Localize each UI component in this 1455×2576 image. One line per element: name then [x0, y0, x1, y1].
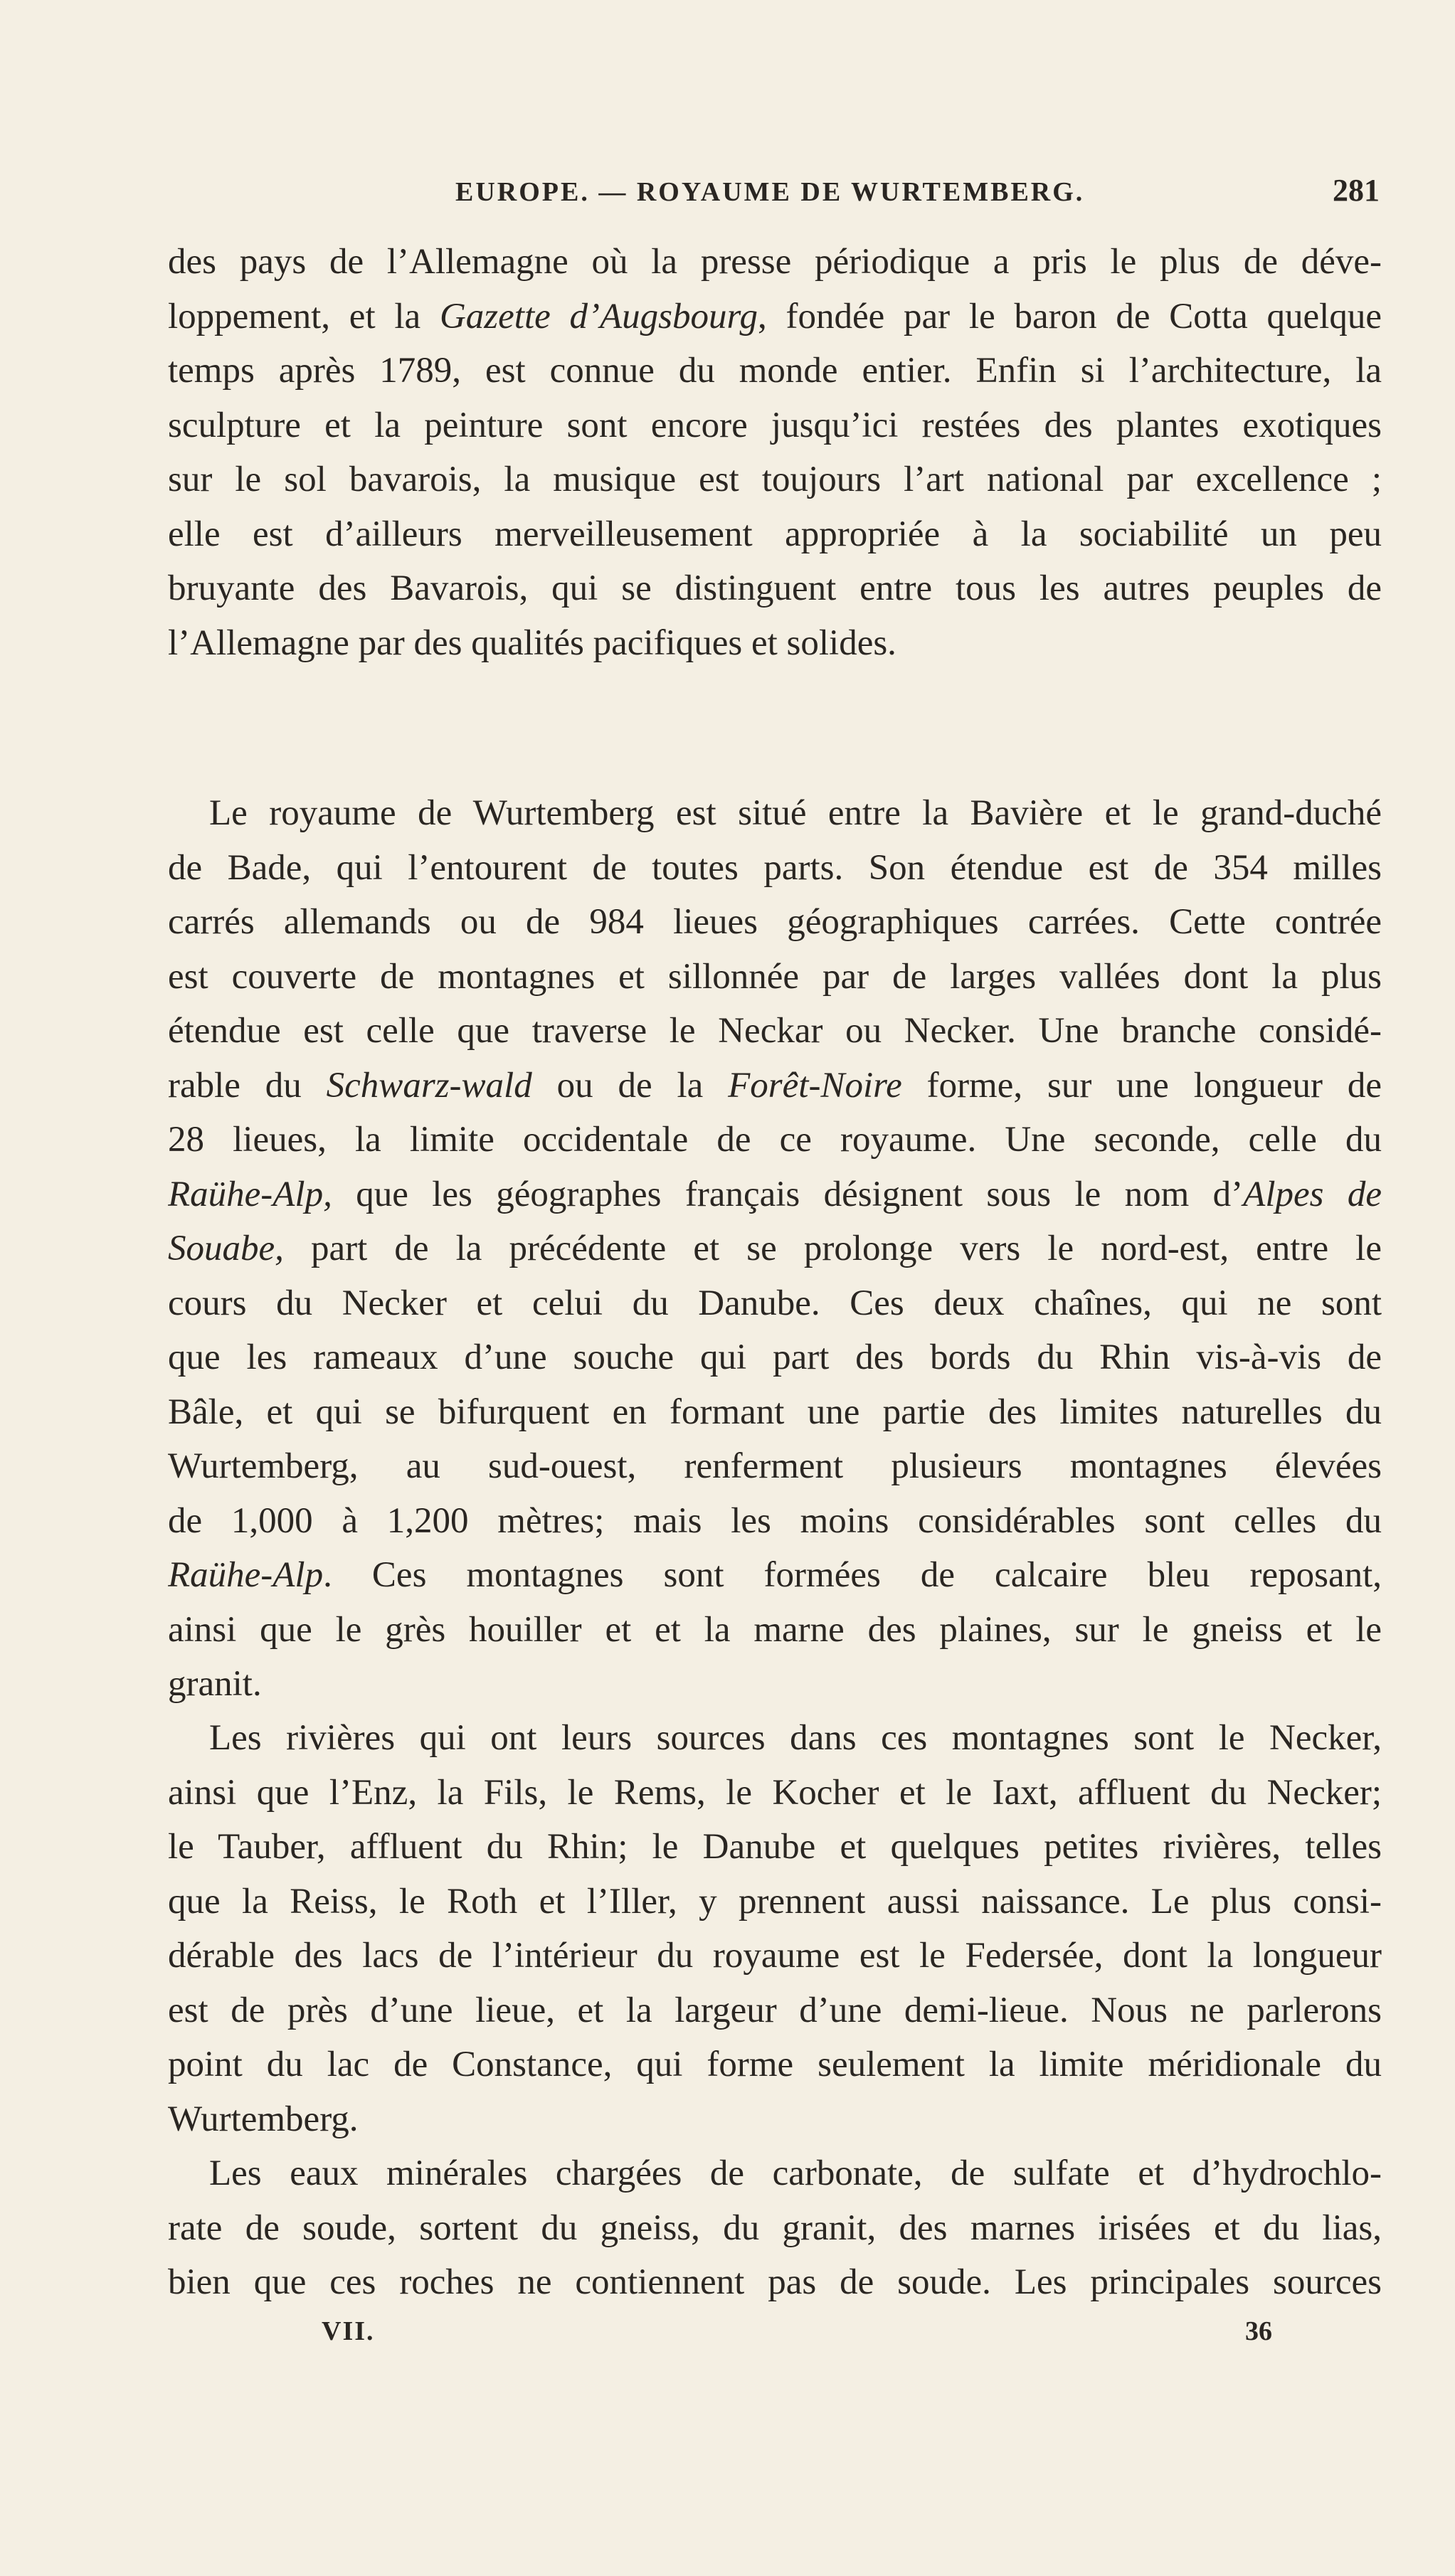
text-line: dérable des lacs de l’intérieur du royaume est le Federsée, dont la longueur [168, 1936, 1382, 1976]
text-line: cours du Necker et celui du Danube. Ces deux chaînes, qui ne sont [168, 1283, 1382, 1323]
text-line: carrés allemands ou de 984 lieues géographiques carrées. Cette contrée [168, 902, 1382, 942]
text-line: bruyante des Bavarois, qui se distinguent entre tous les autres peuples de [168, 568, 1382, 608]
text-line: Les eaux minérales chargées de carbonate, de sulfate et d’hydrochlo- [209, 2153, 1382, 2193]
running-title: EUROPE. — ROYAUME DE WURTEMBERG. [455, 177, 1085, 207]
text-line: est couverte de montagnes et sillonnée par de larges vallées dont la plus [168, 956, 1382, 997]
paragraph-1 [168, 235, 1382, 670]
text-line: rate de soude, sortent du gneiss, du granit, des marnes irisées et du lias, [168, 2207, 1382, 2248]
text-line [168, 1059, 1382, 1113]
text-line [168, 1167, 1382, 1222]
text-line: Bâle, et qui se bifurquent en formant une partie des limites naturelles du [168, 1392, 1382, 1432]
italic-place-name: Forêt-Noire [728, 1065, 902, 1106]
text-line: bien que ces roches ne contiennent pas de soude. Les principales sources [168, 2262, 1382, 2302]
signature-mark: 36 [1245, 2316, 1272, 2346]
italic-title: Gazette d’Augsbourg [439, 296, 758, 336]
text-line [168, 1221, 1382, 1276]
text-line: temps après 1789, est connue du monde entier. Enfin si l’architecture, la [168, 351, 1382, 391]
paragraph-4 [168, 2146, 1382, 2310]
text-line: l’Allemagne par des qualités pacifiques et solides. [168, 622, 896, 663]
text-line: 28 lieues, la limite occidentale de ce royaume. Une seconde, celle du [168, 1120, 1382, 1160]
text-line: que les rameaux d’une souche qui part des bords du Rhin vis-à-vis de [168, 1337, 1382, 1377]
text-line: le Tauber, affluent du Rhin; le Danube et quelques petites rivières, telles [168, 1827, 1382, 1867]
text-run: , fondée par le baron de Cotta quelque [757, 296, 1382, 336]
text-line: sculpture et la peinture sont encore jusqu’ici restées des plantes exotiques [168, 405, 1382, 445]
text-line: Les rivières qui ont leurs sources dans ces montagnes sont le Necker, [209, 1718, 1382, 1758]
text-line: Wurtemberg. [168, 2099, 359, 2139]
text-line: sur le sol bavarois, la musique est toujours l’art national par excellence ; [168, 460, 1382, 499]
italic-place-name: Raühe-Alp [168, 1555, 324, 1595]
text-line: ainsi que le grès houiller et et la marne des plaines, sur le gneiss et le [168, 1609, 1382, 1650]
italic-place-name: Raühe-Alp, [168, 1174, 332, 1214]
paragraph-3 [168, 1711, 1382, 2146]
italic-place-name: Alpes de [1243, 1174, 1382, 1214]
text-line: elle est d’ailleurs merveilleusement appropriée à la sociabilité un peu [168, 514, 1382, 554]
text-line: est de près d’une lieue, et la largeur d’une demi-lieue. Nous ne parlerons [168, 1990, 1382, 2030]
text-run: forme, sur une longueur de [901, 1065, 1382, 1106]
text-line: que la Reiss, le Roth et l’Iller, y prennent aussi naissance. Le plus consi- [168, 1881, 1382, 1922]
text-line: Wurtemberg, au sud-ouest, renferment plusieurs montagnes élevées [168, 1446, 1382, 1486]
text-line: Le royaume de Wurtemberg est situé entre la Bavière et le grand-duché [209, 793, 1382, 833]
text-run: rable du [168, 1065, 327, 1106]
text-line: granit. [168, 1664, 262, 1704]
text-line: de Bade, qui l’entourent de toutes parts. Son étendue est de 354 milles [168, 847, 1382, 888]
text-line: étendue est celle que traverse le Neckar ou Necker. Une branche considé- [168, 1011, 1382, 1051]
text-line: point du lac de Constance, qui forme seulement la limite méridionale du [168, 2045, 1382, 2084]
text-run: ou de la [531, 1065, 729, 1106]
text-line [168, 290, 1382, 344]
italic-place-name: Schwarz-wald [326, 1065, 532, 1106]
paragraph-2 [168, 786, 1382, 1712]
italic-place-name: Souabe, [168, 1229, 284, 1268]
text-run: que les géographes français désignent sous le nom d’ [332, 1174, 1244, 1214]
text-run: . Ces montagnes sont formées de calcaire bleu reposant, [323, 1555, 1382, 1595]
text-run: part de la précédente et se prolonge vers le nord-est, entre le [283, 1229, 1382, 1268]
volume-mark: VII. [322, 2316, 375, 2346]
text-line [168, 1548, 1382, 1603]
text-line: de 1,000 à 1,200 mètres; mais les moins considérables sont celles du [168, 1500, 1382, 1541]
text-line: ainsi que l’Enz, la Fils, le Rems, le Kocher et le Iaxt, affluent du Necker; [168, 1772, 1382, 1813]
text-run: loppement, et la [168, 296, 440, 336]
text-line: des pays de l’Allemagne où la presse périodique a pris le plus de déve- [168, 242, 1382, 282]
page-number: 281 [1333, 173, 1380, 208]
